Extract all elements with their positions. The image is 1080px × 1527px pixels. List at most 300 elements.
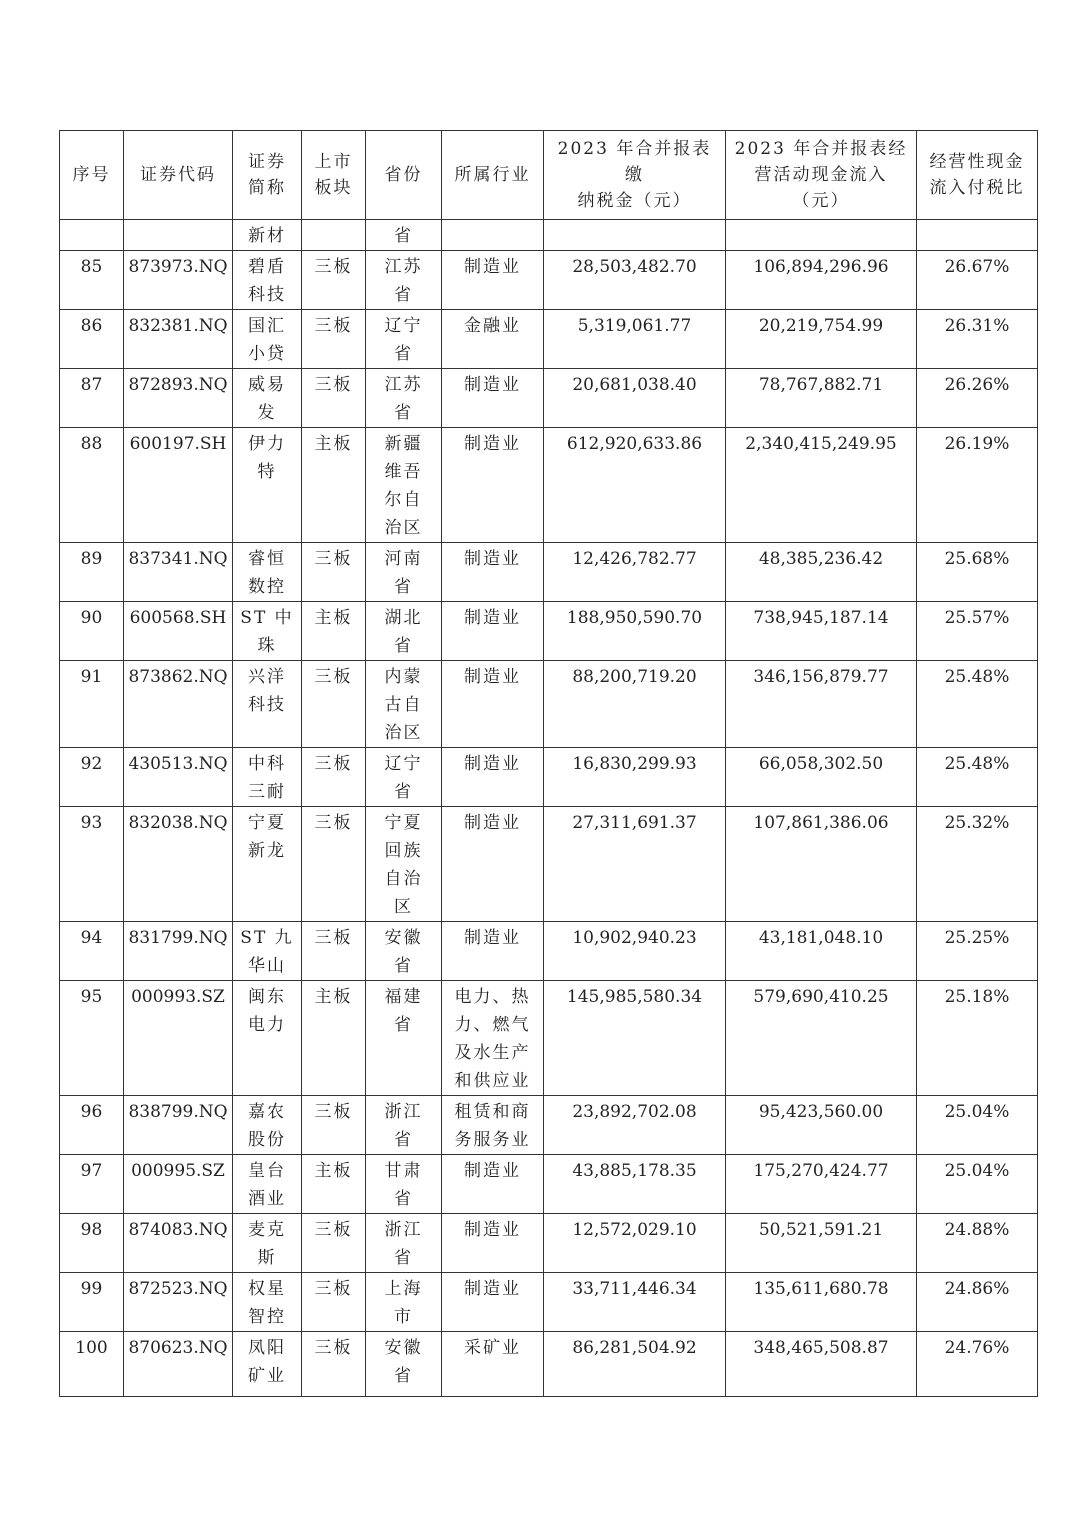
cell-index-text: 100 <box>75 1338 108 1358</box>
cell-tax-ratio-text: 25.25% <box>944 928 1010 948</box>
table-row <box>60 748 1038 807</box>
cell-tax-paid-text: 28,503,482.70 <box>572 257 697 277</box>
cell-province <box>366 807 442 922</box>
cell-tax-paid-text: 612,920,633.86 <box>566 434 703 454</box>
cell-tax-ratio-text: 26.67% <box>944 257 1010 277</box>
cell-industry <box>442 1332 544 1397</box>
cell-security-code-text: 873862.NQ <box>128 667 228 687</box>
cell-index <box>60 251 124 310</box>
cell-listing-board-text: 三板 <box>314 754 353 774</box>
cell-operating-cash-inflow <box>726 981 917 1096</box>
header-industry <box>442 131 544 220</box>
table-row <box>60 981 1038 1096</box>
table-row <box>60 251 1038 310</box>
cell-security-name-text: 凤阳 矿业 <box>248 1338 286 1386</box>
cell-tax-ratio-text: 26.26% <box>944 375 1010 395</box>
cell-listing-board-text: 三板 <box>314 257 353 277</box>
cell-security-name-text: 嘉农 股份 <box>248 1102 286 1150</box>
cell-tax-ratio <box>917 602 1038 661</box>
cell-index <box>60 1214 124 1273</box>
cell-tax-ratio <box>917 251 1038 310</box>
cell-security-name-text: 闽东 电力 <box>248 987 286 1035</box>
cell-industry-text: 制造业 <box>464 928 521 948</box>
cell-province-text: 河南 省 <box>384 549 423 597</box>
cell-listing-board-text: 三板 <box>314 316 353 336</box>
cell-operating-cash-inflow-text: 346,156,879.77 <box>753 667 889 687</box>
cell-province-text: 安徽 省 <box>384 1338 423 1386</box>
cell-security-code <box>124 310 233 369</box>
cell-security-name-text: ST 九 华山 <box>240 928 294 976</box>
cell-province <box>366 543 442 602</box>
cell-listing-board-text: 三板 <box>314 1102 353 1122</box>
cell-security-code <box>124 251 233 310</box>
table-row <box>60 310 1038 369</box>
cell-security-code <box>124 807 233 922</box>
cell-listing-board <box>302 251 366 310</box>
cell-province <box>366 1332 442 1397</box>
cell-tax-ratio <box>917 369 1038 428</box>
cell-security-name-text: 中科 三耐 <box>248 754 286 802</box>
cell-security-code <box>124 220 233 251</box>
cell-tax-ratio <box>917 661 1038 748</box>
header-province-label: 省份 <box>384 165 423 185</box>
header-security-name-label: 证券 简称 <box>248 152 286 198</box>
cell-industry <box>442 251 544 310</box>
cell-listing-board-text: 主板 <box>314 987 353 1007</box>
cell-index-text: 96 <box>80 1102 103 1122</box>
table-row <box>60 1214 1038 1273</box>
cell-tax-paid <box>544 1332 726 1397</box>
cell-operating-cash-inflow-text: 78,767,882.71 <box>758 375 884 395</box>
cell-province <box>366 1155 442 1214</box>
cell-tax-paid <box>544 922 726 981</box>
cell-index <box>60 922 124 981</box>
cell-tax-ratio-text: 24.88% <box>944 1220 1010 1240</box>
cell-industry <box>442 220 544 251</box>
cell-operating-cash-inflow <box>726 1273 917 1332</box>
header-industry-label: 所属行业 <box>454 165 531 185</box>
cell-listing-board <box>302 1273 366 1332</box>
cell-listing-board <box>302 981 366 1096</box>
table-row <box>60 922 1038 981</box>
cell-province <box>366 428 442 543</box>
cell-operating-cash-inflow <box>726 428 917 543</box>
cell-security-name <box>233 602 302 661</box>
cell-province <box>366 922 442 981</box>
cell-security-name-text: 权星 智控 <box>248 1279 286 1327</box>
cell-industry-text: 制造业 <box>464 1279 521 1299</box>
cell-security-name <box>233 220 302 251</box>
cell-security-name <box>233 1155 302 1214</box>
cell-tax-paid <box>544 981 726 1096</box>
cell-industry <box>442 661 544 748</box>
cell-tax-ratio-text: 25.18% <box>944 987 1010 1007</box>
cell-security-code <box>124 1155 233 1214</box>
cell-industry <box>442 981 544 1096</box>
header-tax-ratio-label: 经营性现金 流入付税比 <box>929 152 1025 198</box>
cell-province-text: 新疆 维吾 尔自 治区 <box>384 434 423 538</box>
cell-listing-board-text: 三板 <box>314 1220 353 1240</box>
cell-tax-paid <box>544 1214 726 1273</box>
cell-tax-ratio-text: 24.76% <box>944 1338 1010 1358</box>
cell-tax-paid <box>544 1155 726 1214</box>
cell-tax-ratio <box>917 428 1038 543</box>
cell-security-code-text: 838799.NQ <box>128 1102 228 1122</box>
cell-industry-text: 制造业 <box>464 1220 521 1240</box>
cell-industry-text: 制造业 <box>464 608 521 628</box>
cell-tax-paid <box>544 220 726 251</box>
cell-tax-paid <box>544 602 726 661</box>
cell-tax-ratio <box>917 807 1038 922</box>
cell-operating-cash-inflow-text: 95,423,560.00 <box>758 1102 884 1122</box>
cell-security-name-text: 兴洋 科技 <box>248 667 286 715</box>
cell-operating-cash-inflow <box>726 748 917 807</box>
cell-province-text: 内蒙 古自 治区 <box>384 667 423 743</box>
cell-operating-cash-inflow <box>726 310 917 369</box>
cell-operating-cash-inflow-text: 107,861,386.06 <box>753 813 889 833</box>
cell-index <box>60 1332 124 1397</box>
cell-industry <box>442 369 544 428</box>
cell-tax-ratio <box>917 1214 1038 1273</box>
table-row <box>60 1155 1038 1214</box>
cell-operating-cash-inflow <box>726 251 917 310</box>
cell-industry-text: 制造业 <box>464 1161 521 1181</box>
cell-index <box>60 807 124 922</box>
header-security-code-label: 证券代码 <box>140 165 216 185</box>
cell-security-name <box>233 310 302 369</box>
cell-operating-cash-inflow <box>726 661 917 748</box>
table-row <box>60 1273 1038 1332</box>
cell-tax-paid <box>544 1096 726 1155</box>
cell-tax-paid-text: 88,200,719.20 <box>572 667 697 687</box>
cell-security-name <box>233 1332 302 1397</box>
cell-tax-paid <box>544 251 726 310</box>
cell-listing-board-text: 三板 <box>314 1279 353 1299</box>
cell-province <box>366 220 442 251</box>
cell-security-code-text: 832038.NQ <box>128 813 228 833</box>
cell-tax-paid-text: 20,681,038.40 <box>572 375 697 395</box>
cell-index <box>60 661 124 748</box>
cell-listing-board-text: 三板 <box>314 813 353 833</box>
cell-security-code <box>124 602 233 661</box>
cell-operating-cash-inflow-text: 66,058,302.50 <box>758 754 884 774</box>
cell-tax-ratio <box>917 220 1038 251</box>
cell-security-name-text: 伊力 特 <box>248 434 286 482</box>
cell-industry <box>442 1155 544 1214</box>
cell-operating-cash-inflow-text: 2,340,415,249.95 <box>745 434 897 454</box>
cell-tax-ratio-text: 26.19% <box>944 434 1010 454</box>
cell-tax-paid-text: 12,426,782.77 <box>572 549 697 569</box>
cell-security-code-text: 870623.NQ <box>128 1338 228 1358</box>
cell-tax-paid <box>544 369 726 428</box>
cell-tax-paid <box>544 748 726 807</box>
cell-tax-ratio-text: 25.57% <box>944 608 1010 628</box>
cell-province-text: 江苏 省 <box>384 375 423 423</box>
cell-security-name <box>233 1273 302 1332</box>
cell-operating-cash-inflow-text: 50,521,591.21 <box>758 1220 884 1240</box>
table-body <box>60 220 1038 1397</box>
table-row <box>60 661 1038 748</box>
cell-tax-paid <box>544 807 726 922</box>
cell-security-code-text: 874083.NQ <box>128 1220 228 1240</box>
cell-operating-cash-inflow-text: 106,894,296.96 <box>753 257 889 277</box>
cell-security-name-text: 麦克 斯 <box>248 1220 286 1268</box>
cell-industry-text: 制造业 <box>464 549 521 569</box>
cell-province-text: 浙江 省 <box>384 1220 423 1268</box>
cell-industry-text: 制造业 <box>464 434 521 454</box>
cell-security-code-text: 430513.NQ <box>128 754 228 774</box>
cell-security-code <box>124 428 233 543</box>
cell-tax-ratio <box>917 1096 1038 1155</box>
cell-province-text: 省 <box>394 226 413 246</box>
cell-operating-cash-inflow-text: 43,181,048.10 <box>758 928 884 948</box>
cell-operating-cash-inflow-text: 20,219,754.99 <box>758 316 884 336</box>
cell-province-text: 辽宁 省 <box>384 316 423 364</box>
cell-province <box>366 310 442 369</box>
cell-listing-board <box>302 661 366 748</box>
cell-industry <box>442 310 544 369</box>
cell-tax-paid-text: 33,711,446.34 <box>572 1279 697 1299</box>
cell-tax-ratio-text: 25.04% <box>944 1161 1010 1181</box>
cell-listing-board-text: 三板 <box>314 549 353 569</box>
cell-tax-paid-text: 43,885,178.35 <box>572 1161 697 1181</box>
cell-index-text: 91 <box>80 667 103 687</box>
cell-tax-paid-text: 145,985,580.34 <box>566 987 703 1007</box>
table-row <box>60 1096 1038 1155</box>
cell-industry-text: 金融业 <box>464 316 521 336</box>
cell-province-text: 宁夏 回族 自治 区 <box>384 813 423 917</box>
cell-tax-paid <box>544 661 726 748</box>
cell-operating-cash-inflow <box>726 807 917 922</box>
cell-operating-cash-inflow-text: 579,690,410.25 <box>753 987 889 1007</box>
cell-province-text: 湖北 省 <box>384 608 423 656</box>
cell-index-text: 90 <box>80 608 103 628</box>
cell-tax-paid-text: 86,281,504.92 <box>572 1338 697 1358</box>
header-listing-board-label: 上市 板块 <box>314 152 353 198</box>
cell-industry-text: 制造业 <box>464 754 521 774</box>
cell-tax-ratio-text: 25.48% <box>944 667 1010 687</box>
cell-listing-board <box>302 807 366 922</box>
cell-security-code <box>124 1214 233 1273</box>
cell-listing-board <box>302 922 366 981</box>
cell-security-name-text: 新材 <box>248 226 286 246</box>
cell-industry <box>442 543 544 602</box>
cell-index-text: 89 <box>80 549 103 569</box>
cell-security-name <box>233 1214 302 1273</box>
header-tax-paid-label: 2023 年合并报表缴 纳税金（元） <box>557 139 712 211</box>
cell-tax-paid <box>544 543 726 602</box>
table-row <box>60 369 1038 428</box>
cell-security-code-text: 831799.NQ <box>128 928 228 948</box>
cell-tax-ratio <box>917 310 1038 369</box>
cell-index <box>60 981 124 1096</box>
cell-operating-cash-inflow-text: 348,465,508.87 <box>753 1338 889 1358</box>
cell-index-text: 85 <box>80 257 103 277</box>
cell-security-code-text: 837341.NQ <box>128 549 228 569</box>
cell-tax-paid-text: 5,319,061.77 <box>577 316 692 336</box>
cell-security-name <box>233 981 302 1096</box>
cell-tax-ratio <box>917 748 1038 807</box>
cell-listing-board <box>302 310 366 369</box>
cell-province-text: 甘肃 省 <box>384 1161 423 1209</box>
cell-security-name-text: ST 中 珠 <box>240 608 294 656</box>
cell-listing-board <box>302 1332 366 1397</box>
cell-tax-paid-text: 12,572,029.10 <box>572 1220 697 1240</box>
cell-security-code-text: 600568.SH <box>129 608 227 628</box>
cell-index-text: 94 <box>80 928 103 948</box>
cell-industry-text: 制造业 <box>464 813 521 833</box>
cell-province <box>366 1214 442 1273</box>
cell-industry-text: 采矿业 <box>464 1338 521 1358</box>
cell-index <box>60 220 124 251</box>
cell-tax-ratio <box>917 543 1038 602</box>
cell-province <box>366 369 442 428</box>
cell-listing-board-text: 主板 <box>314 434 353 454</box>
cell-security-name <box>233 807 302 922</box>
table-row <box>60 220 1038 251</box>
table-row <box>60 807 1038 922</box>
cell-listing-board <box>302 369 366 428</box>
cell-index <box>60 1096 124 1155</box>
cell-listing-board-text: 三板 <box>314 667 353 687</box>
cell-tax-ratio <box>917 1155 1038 1214</box>
cell-tax-ratio-text: 24.86% <box>944 1279 1010 1299</box>
cell-security-name <box>233 1096 302 1155</box>
cell-tax-ratio-text: 26.31% <box>944 316 1010 336</box>
table-row <box>60 543 1038 602</box>
cell-index <box>60 1155 124 1214</box>
cell-operating-cash-inflow-text: 738,945,187.14 <box>753 608 889 628</box>
cell-listing-board <box>302 748 366 807</box>
cell-security-name-text: 皇台 酒业 <box>248 1161 286 1209</box>
cell-security-code <box>124 661 233 748</box>
cell-province <box>366 981 442 1096</box>
cell-industry <box>442 807 544 922</box>
cell-industry <box>442 922 544 981</box>
cell-security-name-text: 睿恒 数控 <box>248 549 286 597</box>
cell-security-code-text: 873973.NQ <box>128 257 228 277</box>
cell-index <box>60 428 124 543</box>
table-row <box>60 602 1038 661</box>
cell-tax-ratio-text: 25.04% <box>944 1102 1010 1122</box>
header-operating-cash-inflow-label: 2023 年合并报表经 营活动现金流入 （元） <box>734 139 908 211</box>
cell-security-name-text: 威易 发 <box>248 375 286 423</box>
cell-industry <box>442 428 544 543</box>
table-row <box>60 428 1038 543</box>
cell-industry <box>442 1273 544 1332</box>
cell-tax-paid-text: 16,830,299.93 <box>572 754 697 774</box>
cell-operating-cash-inflow <box>726 1096 917 1155</box>
cell-industry <box>442 1096 544 1155</box>
cell-listing-board <box>302 1155 366 1214</box>
cell-province-text: 上海 市 <box>384 1279 423 1327</box>
cell-province <box>366 251 442 310</box>
cell-province <box>366 1273 442 1332</box>
cell-industry-text: 租赁和商 务服务业 <box>454 1102 531 1150</box>
cell-index-text: 87 <box>80 375 103 395</box>
cell-index-text: 88 <box>80 434 103 454</box>
cell-operating-cash-inflow <box>726 1214 917 1273</box>
tax-ratio-table <box>59 130 1038 1397</box>
cell-index-text: 95 <box>80 987 103 1007</box>
cell-tax-ratio-text: 25.68% <box>944 549 1010 569</box>
cell-tax-ratio <box>917 922 1038 981</box>
cell-operating-cash-inflow <box>726 1332 917 1397</box>
cell-listing-board <box>302 1214 366 1273</box>
cell-security-name-text: 宁夏 新龙 <box>248 813 286 861</box>
cell-tax-ratio <box>917 981 1038 1096</box>
cell-security-name <box>233 661 302 748</box>
header-province <box>366 131 442 220</box>
cell-tax-ratio-text: 25.48% <box>944 754 1010 774</box>
cell-listing-board <box>302 1096 366 1155</box>
cell-tax-paid-text: 188,950,590.70 <box>566 608 703 628</box>
cell-tax-ratio-text: 25.32% <box>944 813 1010 833</box>
cell-index <box>60 543 124 602</box>
cell-security-code-text: 000993.SZ <box>131 987 225 1007</box>
cell-listing-board-text: 三板 <box>314 375 353 395</box>
cell-security-name <box>233 543 302 602</box>
cell-security-code <box>124 369 233 428</box>
cell-listing-board <box>302 602 366 661</box>
cell-security-name-text: 碧盾 科技 <box>248 257 286 305</box>
cell-security-name <box>233 428 302 543</box>
cell-listing-board-text: 主板 <box>314 1161 353 1181</box>
cell-operating-cash-inflow <box>726 369 917 428</box>
cell-security-name <box>233 369 302 428</box>
cell-province <box>366 1096 442 1155</box>
cell-index-text: 99 <box>80 1279 103 1299</box>
cell-province <box>366 602 442 661</box>
cell-operating-cash-inflow <box>726 543 917 602</box>
cell-listing-board <box>302 220 366 251</box>
cell-industry <box>442 602 544 661</box>
cell-security-code-text: 000995.SZ <box>131 1161 225 1181</box>
header-tax-paid <box>544 131 726 220</box>
cell-operating-cash-inflow-text: 48,385,236.42 <box>758 549 884 569</box>
cell-operating-cash-inflow-text: 135,611,680.78 <box>753 1279 889 1299</box>
cell-security-code <box>124 922 233 981</box>
cell-security-code-text: 872893.NQ <box>128 375 228 395</box>
cell-security-code <box>124 748 233 807</box>
cell-index-text: 98 <box>80 1220 103 1240</box>
cell-index-text: 92 <box>80 754 103 774</box>
cell-industry-text: 制造业 <box>464 667 521 687</box>
cell-province-text: 江苏 省 <box>384 257 423 305</box>
header-security-code <box>124 131 233 220</box>
cell-province <box>366 661 442 748</box>
cell-index <box>60 310 124 369</box>
header-index-label: 序号 <box>72 165 111 185</box>
cell-province-text: 安徽 省 <box>384 928 423 976</box>
header-row <box>60 131 1038 220</box>
cell-listing-board-text: 三板 <box>314 928 353 948</box>
cell-province-text: 浙江 省 <box>384 1102 423 1150</box>
cell-security-name <box>233 922 302 981</box>
cell-operating-cash-inflow <box>726 1155 917 1214</box>
header-operating-cash-inflow <box>726 131 917 220</box>
cell-operating-cash-inflow <box>726 922 917 981</box>
cell-listing-board <box>302 543 366 602</box>
cell-index-text: 93 <box>80 813 103 833</box>
cell-industry <box>442 748 544 807</box>
cell-operating-cash-inflow <box>726 220 917 251</box>
cell-security-code <box>124 981 233 1096</box>
cell-security-code <box>124 1273 233 1332</box>
cell-listing-board <box>302 428 366 543</box>
cell-listing-board-text: 主板 <box>314 608 353 628</box>
cell-index <box>60 369 124 428</box>
